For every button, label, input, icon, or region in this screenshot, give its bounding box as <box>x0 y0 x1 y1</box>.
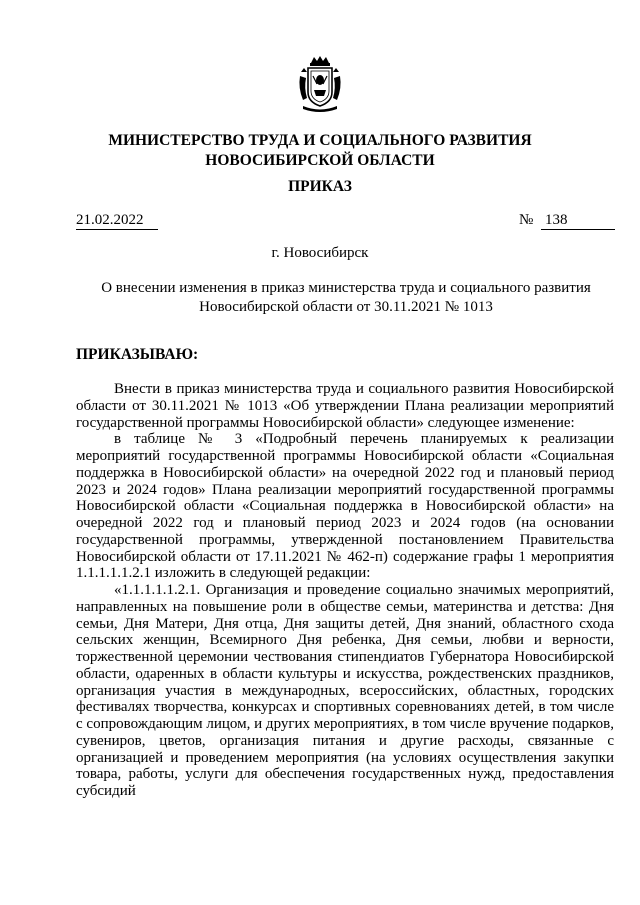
coat-of-arms-icon <box>295 54 345 114</box>
subject-line-1: О внесении изменения в приказ министерства труда и социального развития <box>101 280 591 296</box>
document-date: 21.02.2022 <box>76 211 158 230</box>
city: г. Новосибирск <box>271 245 369 261</box>
paragraph-2: в таблице № 3 «Подробный перечень планируемых к реализации мероприятий государственной программы Новосибирской области «Социальная поддержка в Новосибирской области» на очередной 2022 год и плановый период 2023 и 2024 годов» Плана реализации мероприятий государственной программы Новосибирской области «Социальная поддержка в Новосибирской области» на очередной 2022 год и плановый период 2023 и 2024 годов (на основании государственной программы, утвержденной постановлением Правительства Новосибирской области от 17.11.2021 № 462-п) содержание графы 1 мероприятия 1.1.1.1.1.2.1 изложить в следующей редакции: <box>76 431 614 582</box>
ministry-title <box>40 131 600 171</box>
ministry-title-line-2: НОВОСИБИРСКОЙ ОБЛАСТИ <box>205 152 435 169</box>
document-number: 138 <box>541 211 615 230</box>
paragraph-1: Внести в приказ министерства труда и социального развития Новосибирской области от 30.11.2021 № 1013 «Об утверждении Плана реализации мероприятий государственной программы Новосибирской области» следующее изменение: <box>76 381 614 431</box>
number-sign: № <box>519 212 534 228</box>
document-body <box>76 381 614 800</box>
paragraph-3: «1.1.1.1.1.2.1. Организация и проведение социально значимых мероприятий, направленных на повышение роли в обществе семьи, материнства и детства: Дня семьи, Дня Матери, Дня отца, Дня защиты детей, Дня знаний, областного схода сельских женщин, Всемирного Дня ребенка, Дня семьи, любви и верности, торжественной церемонии чествования стипендиатов Губернатора Новосибирской области, одаренных в области культуры и искусства, рождественских праздников, организация участия в международных, всероссийских, областных, городских фестивалях творчества, конкурсах и спортивных соревнованиях детей, в том числе с сопровождающим лицом, и других мероприятиях, в том числе вручение подарков, сувениров, цветов, организация питания и другие расходы, связанные с организацией и проведением мероприятия (на условиях осуществления закупки товара, работы, услуги для обеспечения государственных нужд, предоставления субсидий <box>76 582 614 799</box>
ministry-title-line-1: МИНИСТЕРСТВО ТРУДА И СОЦИАЛЬНОГО РАЗВИТИЯ <box>108 132 532 149</box>
document-type: ПРИКАЗ <box>288 178 352 195</box>
subject-line-2: Новосибирской области от 30.11.2021 № 1013 <box>199 299 493 315</box>
order-word: ПРИКАЗЫВАЮ: <box>76 346 199 363</box>
document-subject <box>76 279 616 317</box>
